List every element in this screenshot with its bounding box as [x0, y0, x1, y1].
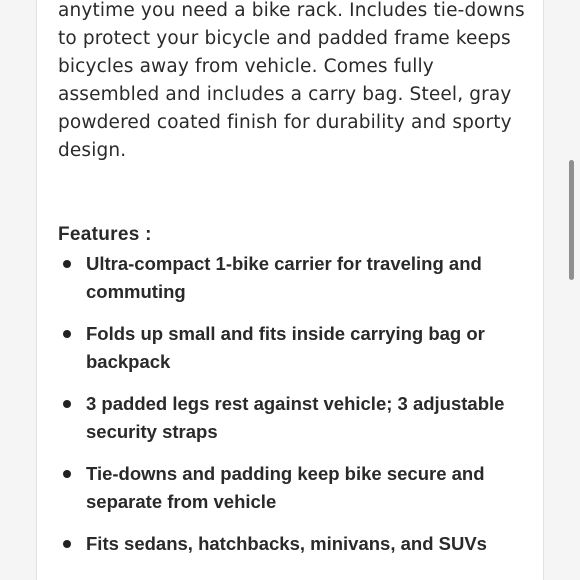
features-heading: Features : — [58, 224, 152, 245]
feature-item — [58, 460, 528, 516]
bullet-icon — [63, 470, 71, 478]
feature-text: Ultra-compact 1-bike carrier for traveling and commuting — [86, 253, 482, 302]
features-list — [58, 250, 528, 572]
feature-text: Folds up small and fits inside carrying bag or backpack — [86, 323, 485, 372]
feature-item — [58, 320, 528, 376]
bullet-icon — [63, 540, 71, 548]
feature-text: Fits sedans, hatchbacks, minivans, and SUVs — [86, 533, 487, 554]
feature-item — [58, 390, 528, 446]
feature-text: Tie-downs and padding keep bike secure and separate from vehicle — [86, 463, 485, 512]
bullet-icon — [63, 330, 71, 338]
feature-item — [58, 530, 528, 558]
bullet-icon — [63, 400, 71, 408]
feature-item — [58, 250, 528, 306]
feature-text: 3 padded legs rest against vehicle; 3 adjustable security straps — [86, 393, 505, 442]
bullet-icon — [63, 260, 71, 268]
product-description-text: anytime you need a bike rack. Includes tie-downs to protect your bicycle and padded frame keeps bicycles away from vehicle. Comes fully assembled and includes a carry bag. Steel, gray powdered coated finish for durability and sporty design. — [58, 0, 525, 161]
vertical-scrollbar-thumb[interactable] — [569, 160, 574, 280]
